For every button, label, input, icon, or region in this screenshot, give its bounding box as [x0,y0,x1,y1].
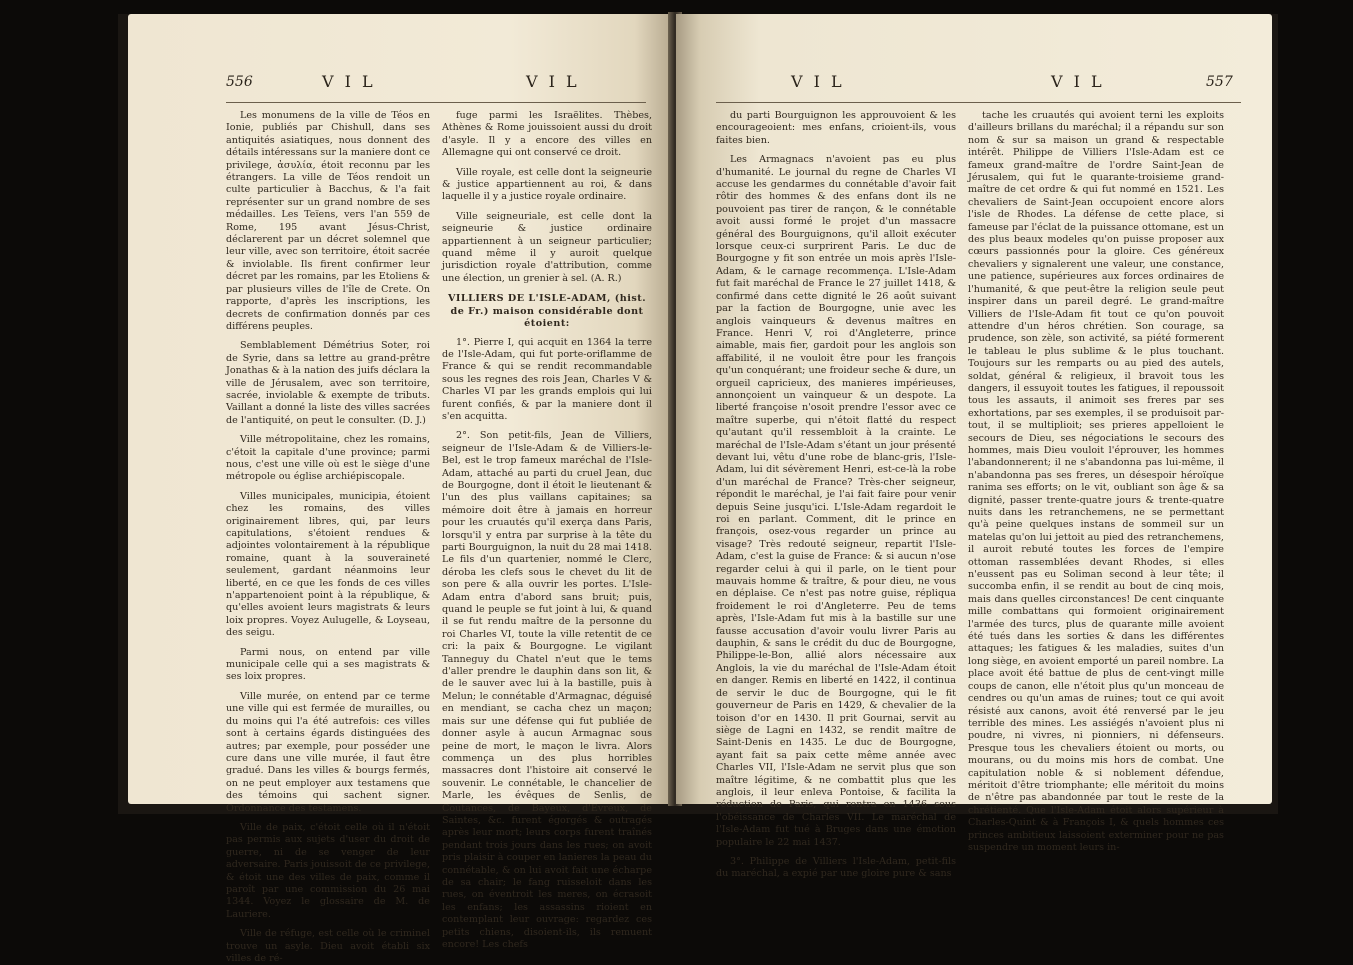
running-head-left-1: V I L [322,72,376,91]
head-rule-left [226,102,646,103]
paragraph: 3°. Philippe de Villiers l'Isle-Adam, petit-fils du maréchal, a expié par une gloire pure & sans [716,855,956,880]
paragraph: Semblablement Démétrius Soter, roi de Syrie, dans sa lettre au grand-prêtre Jonathas & à la nation des juifs déclara la ville de Jérusalem, avec son territoire, sacrée, inviolable & exempte de tributs. Vaillant a donné la liste des villes sacrées de l'antiquité, on peut le consulter. (D. J.) [226,340,430,426]
page-number-left: 556 [226,74,253,90]
paragraph: Ville seigneuriale, est celle dont la seigneurie & justice ordinaire appartiennent à un seigneur particulier; quand même il y auroit quelque jurisdiction royale d'attribution, comme une élection, un grenier à sel. (A. R.) [442,210,652,284]
paragraph: du parti Bourguignon les approuvoient & les encourageoient: mes enfans, crioient-ils, vous faites bien. [716,110,956,146]
paragraph: Les monumens de la ville de Téos en Ionie, publiés par Chishull, dans ses antiquités asiatiques, nous donnent des détails intéressans sur la maniere dont ce privilege, ἀσυλία, étoit reconnu par les étrangers. La ville de Téos rendoit un culte particulier à Bacchus, & l'a fait représenter sur un grand nombre de ses médailles. Les Teïens, vers l'an 559 de Rome, 195 avant Jésus-Christ, déclarerent par un décret solemnel que leur ville, avec son territoire, étoit sacrée & inviolable. Ils firent confirmer leur décret par les romains, par les Etoliens & par plusieurs villes de l'île de Crete. On rapporte, d'après les inscriptions, les decrets de confirmation donnés par ces différens peuples. [226,110,430,332]
left-column-2 [442,110,652,950]
paragraph: Ville de réfuge, est celle où le criminel trouve un asyle. Dieu avoit établi six villes de ré- [226,928,430,964]
paragraph: Ville royale, est celle dont la seigneurie & justice appartiennent au roi, & dans laquelle il y a justice royale ordinaire. [442,166,652,203]
page-number-right: 557 [1206,74,1233,90]
running-head-right-1: V I L [791,72,845,91]
right-column-2 [968,110,1224,853]
paragraph: fuge parmi les Israëlites. Thèbes, Athènes & Rome jouissoient aussi du droit d'asyle. Il y a encore des villes en Allemagne qui ont conservé ce droit. [442,110,652,159]
paragraph: Ville de paix, c'étoit celle où il n'étoit pas permis aux sujets d'user du droit de guerre, ni de se venger de leur adversaire. Paris jouissoit de ce privilege, & étoit une des villes de paix, comme il paroît par une commission du 26 mai 1344. Voyez le glossaire de M. de Lauriere. [226,821,430,920]
left-page [128,14,673,964]
paragraph: 1°. Pierre I, qui acquit en 1364 la terre de l'Isle-Adam, qui fut porte-oriflamme de France & qui se rendit recommandable sous les regnes des rois Jean, Charles V & Charles VI par les grands emplois qui lui furent confiés, & par la maniere dont il s'en acquitta. [442,336,652,422]
paragraph: Ville murée, on entend par ce terme une ville qui est fermée de murailles, ou du moins qui l'a été autrefois: ces villes sont à certains égards distinguées des autres; par exemple, pour posséder une cure dans une ville murée, il faut être gradué. Dans les villes & bourgs fermés, on ne peut employer aux testamens que des témoins qui sachent signer. Ordonnance des testamens. [226,690,430,814]
paragraph: Villes municipales, municipia, étoient chez les romains, des villes originairement libres, qui, par leurs capitulations, s'étoient rendues & adjointes volontairement à la république romaine, quant à la souveraineté seulement, gardant néanmoins leur liberté, en ce que les fonds de ces villes n'appartenoient point à la république, & qu'elles avoient leurs magistrats & leurs loix propres. Voyez Aulugelle, & Loyseau, des seigu. [226,490,430,639]
paragraph: Parmi nous, on entend par ville municipale celle qui a ses magistrats & ses loix propres. [226,646,430,683]
running-head-left-2: V I L [526,72,580,91]
right-page [676,14,1272,880]
paragraph: Ville métropolitaine, chez les romains, c'étoit la capitale d'une province; parmi nous, c'est une ville où est le siège d'une métropole ou église archiépiscopale. [226,434,430,483]
paragraph: Les Armagnacs n'avoient pas eu plus d'humanité. Le journal du regne de Charles VI accuse les gendarmes du connétable d'avoir fait rôtir des hommes & des enfans dont ils ne pouvoient pas tirer de rançon, & le connétable avoit aussi formé le projet d'un massacre général des Bourguignons, qu'il alloit exécuter lorsque ceux-ci surprirent Paris. Le duc de Bourgogne y fit son entrée un mois après l'Isle-Adam, & le carnage recommença. L'Isle-Adam fut fait maréchal de France le 27 juillet 1418, & confirmé dans cette dignité le 26 août suivant par la faction de Bourgogne, unie avec les anglois vainqueurs & devenus maîtres en France. Henri V, roi d'Angleterre, prince aimable, mais fier, gardoit pour les anglois son affabilité, il ne vouloit être pour les françois qu'un conquérant; une froideur seche & dure, un orgueil capricieux, des manieres impérieuses, annonçoient un vainqueur & un despote. La liberté françoise n'osoit prendre l'essor avec ce maître superbe, qui n'étoit flatté du respect qu'autant qu'il ressembloit à la crainte. Le maréchal de l'Isle-Adam s'étant un jour présenté devant lui, vêtu d'une robe de blanc-gris, l'Isle-Adam, lui dit sévèrement Henri, est-ce-là la robe d'un maréchal de France? Très-cher seigneur, répondit le maréchal, je l'ai fait faire pour venir depuis Seine jusqu'ici. L'Isle-Adam regardoit le roi en parlant. Comment, dit le prince en françois, osez-vous regarder un prince au visage? Très redouté seigneur, repartit l'Isle-Adam, c'est la guise de France: & si aucun n'ose regarder celui à qui il parle, on le tient pour mauvais homme & traître, & pour dieu, ne vous en déplaise. Ce n'est pas notre guise, répliqua froidement le roi d'Angleterre. Peu de tems après, l'Isle-Adam fut mis à la bastille sur une fausse accusation d'avoir voulu livrer Paris au dauphin, & sans le crédit du duc de Bourgogne, Philippe-le-Bon, allié alors nécessaire aux Anglois, la vie du maréchal de l'Isle-Adam étoit en danger. Remis en liberté en 1422, il continua de servir le duc de Bourgogne, qui le fit gouverneur de Paris en 1429, & chevalier de la toison d'or en 1430. Il prit Gournai, servit au siège de Lagni en 1432, se rendit maître de Saint-Denis en 1435. Le duc de Bourgogne, ayant fait sa paix cette même année avec Charles VII, l'Isle-Adam ne servit plus que son maître légitime, & ne combattit plus que les anglois, il leur enleva Pontoise, & facilita la réduction de Paris, qui rentra en 1436 sous l'obéissance de Charles VII. Le maréchal de l'Isle-Adam fut tué à Bruges dans une émotion populaire le 22 mai 1437. [716,154,956,848]
left-column-1 [226,110,430,964]
paragraph: tache les cruautés qui avoient terni les exploits d'ailleurs brillans du maréchal; il a répandu sur son nom & sur sa maison un grand & respectable intérêt. Philippe de Villiers l'Isle-Adam est ce fameux grand-maître de l'ordre Saint-Jean de Jérusalem, qui fut le quarante-troisieme grand-maître de cet ordre & qui fut nommé en 1521. Les chevaliers de Saint-Jean occupoient encore alors l'isle de Rhodes. La défense de cette place, si fameuse par l'éclat de la puissance ottomane, est un des plus beaux modeles qu'on puisse proposer aux cœurs passionnés pour la gloire. Ces généreux chevaliers y signalerent une valeur, une constance, une patience, supérieures aux forces ordinaires de l'humanité, & que peut-être la religion seule peut inspirer dans un pareil degré. Le grand-maître Villiers de l'Isle-Adam fit tout ce qu'on pouvoit attendre d'un héros chrétien. Son courage, sa prudence, son zèle, son activité, sa piété formerent le tableau le plus sublime & le plus touchant. Toujours sur les remparts ou au pied des autels, soldat, général & religieux, il bravoit tous les dangers, il essuyoit toutes les fatigues, il repoussoit tous les assauts, il animoit ses freres par ses exhortations, par ses exemples, il se produisoit par-tout, il se multiplioit; ses prieres appelloient le secours de Dieu, ses négociations le secours des hommes, mais Dieu vouloit l'éprouver, les hommes l'abandonnerent; il ne s'abandonna pas lui-même, il n'abandonna pas ses freres, un désespoir héroïque ranima ses efforts; on le vit, oubliant son âge & sa dignité, passer trente-quatre jours & trente-quatre nuits dans les retranchemens, ne se permettant qu'à peine quelques instans de sommeil sur un matelas qu'on lui jettoit au pied des retranchemens, il auroit rebuté toutes les forces de l'empire ottoman rassemblées devant Rhodes, si elles n'eussent pas eu Soliman second à leur tête; il succomba enfin, il se rendit au bout de cinq mois, mais dans quelles circonstances! De cent cinquante mille combattans qui formoient originairement l'armée des turcs, plus de quarante mille avoient été tués dans les sorties & dans les différentes attaques; les fatigues & les maladies, suites d'un long siège, en avoient emporté un pareil nombre. La place avoit été battue de plus de cent-vingt mille coups de canon, elle n'étoit plus qu'un monceau de cendres ou qu'un amas de ruines; tout ce qui avoit résisté aux canons, avoit été renversé par le jeu terrible des mines. Les assiégés n'avoient plus ni poudre, ni vivres, ni pionniers, ni défenseurs. Presque tous les chevaliers étoient ou morts, ou mourans, ou du moins mis hors de combat. Une capitulation noble & si noblement défendue, méritoit d'être triomphante; elle méritoit du moins de n'être pas abandonnée par tout le reste de la chrétienté. Que l'Isle-Adam étoit alors supérieur à Charles-Quint & à François I, & quels hommes ces princes ambitieux laissoient exterminer pour ne pas suspendre un moment leurs in- [968,110,1224,853]
paragraph: 2°. Son petit-fils, Jean de Villiers, seigneur de l'Isle-Adam & de Villiers-le-Bel, est le trop fameux maréchal de l'Isle-Adam, attaché au parti du cruel Jean, duc de Bourgogne, dont il étoit le lieutenant & l'un des plus vaillans capitaines; sa mémoire doit être à jamais en horreur pour les cruautés qu'il exerça dans Paris, lorsqu'il y entra par surprise à la tête du parti Bourguignon, la nuit du 28 mai 1418. Le fils d'un quartenier, nommé le Clerc, déroba les clefs sous le chevet du lit de son pere & alla ouvrir les portes. L'Isle-Adam entra d'abord sans bruit; puis, quand le peuple se fut joint à lui, & quand il se fut rendu maître de la personne du roi Charles VI, toute la ville retentit de ce cri: la paix & Bourgogne. Le vigilant Tanneguy du Chatel n'eut que le tems d'aller prendre le dauphin dans son lit, & de le sauver avec lui à la bastille, puis à Melun; le connétable d'Armagnac, déguisé en mendiant, se cacha chez un maçon; mais sur une défense qui fut publiée de donner asyle à aucun Armagnac sous peine de mort, le maçon le livra. Alors commença un des plus horribles massacres dont l'histoire ait conservé le souvenir. Le connétable, le chancelier de Marle, les évêques de Senlis, de Coutances, de Bayeux, d'Evreux, de Saintes, &c. furent égorgés & outragés après leur mort; leurs corps furent traînés pendant trois jours dans les rues; on avoit pris plaisir à couper en lanieres la peau du connétable, & on lui avoit fait une écharpe de sa chair; le fang ruisseloit dans les rues, on éventroit les meres, on écrasoit les enfans; les assassins rioient en contemplant leur ouvrage: regardez ces petits chiens, disoient-ils, ils remuent encore! Les chefs [442,430,652,950]
running-head-right-2: V I L [1051,72,1105,91]
paragraph: VILLIERS DE L'ISLE-ADAM, (hist. de Fr.) maison considérable dont étoient: [447,293,647,330]
right-column-1 [716,110,956,880]
head-rule-right [716,102,1241,103]
